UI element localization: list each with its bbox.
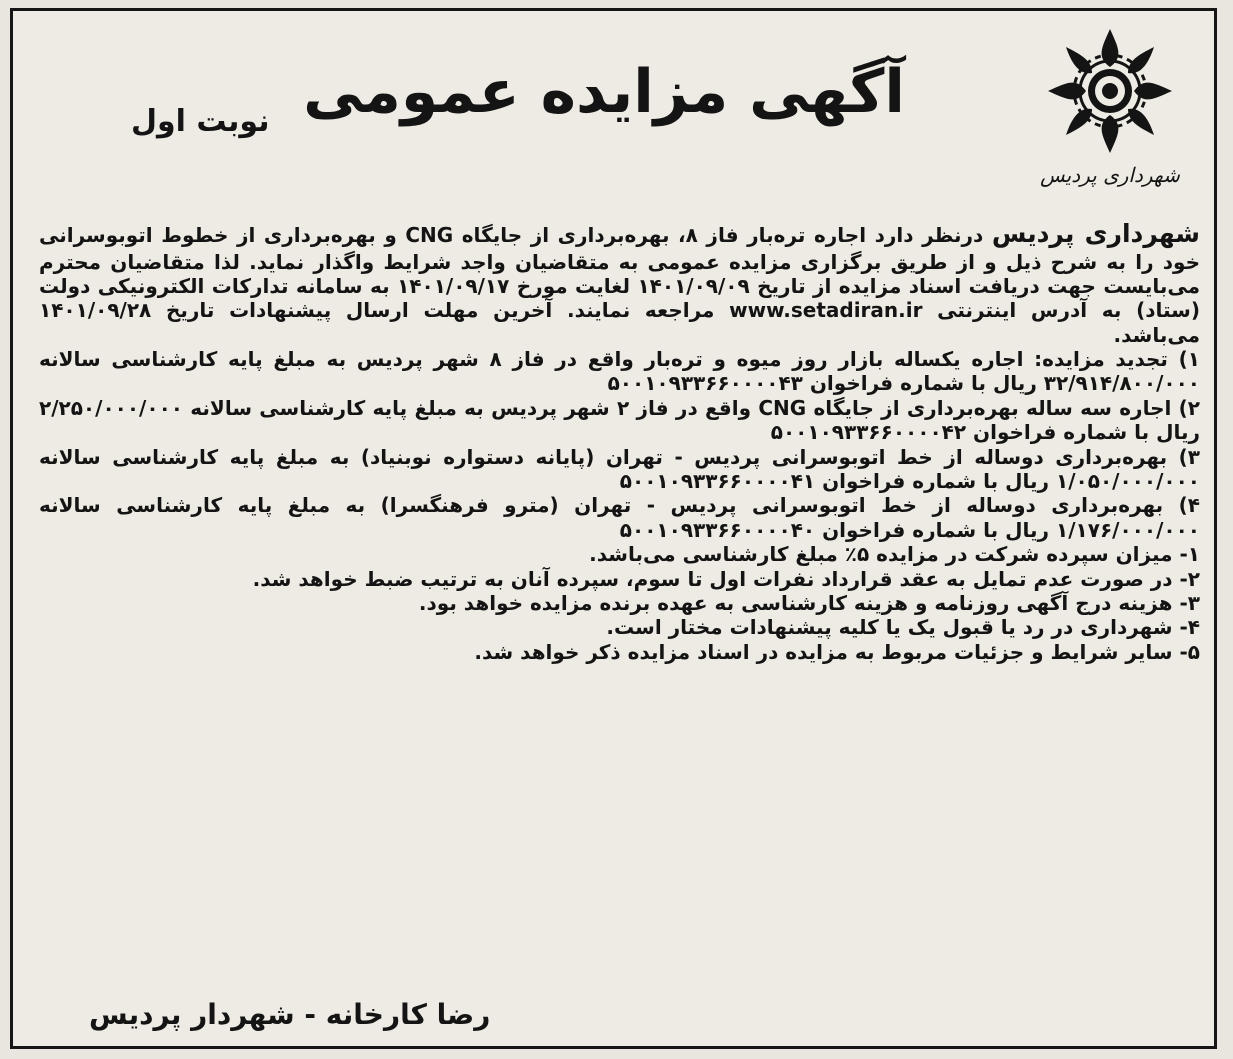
auction-item: ۴) بهره‌برداری دوساله از خط اتوبوسرانی پردیس - تهران (مترو فرهنگسرا) به مبلغ پایه کارشناسی سالانه ۱/۱۷۶/۰۰۰/۰۰۰ ریال با شماره فراخوان ۵۰۰۱۰۹۳۳۶۶۰۰۰۰۴۰ [39,493,1200,542]
intro-text: درنظر دارد اجاره تره‌بار فاز ۸، بهره‌برداری از جایگاه CNG و بهره‌برداری از خطوط اتوبوسرانی خود را به شرح ذیل و از طریق برگزاری مزایده عمومی به متقاضیان واجد شرایط واگذار نماید. لذا متقاضیان محترم می‌بایست جهت دریافت اسناد مزایده از تاریخ ۱۴۰۱/۰۹/۰۹ لغایت مورخ ۱۴۰۱/۰۹/۱۷ به سامانه تدارکات الکترونیکی دولت (ستاد) به آدرس اینترنتی www.setadiran.ir مراجعه نمایند. آخرین مهلت ارسال پیشنهادات تاریخ ۱۴۰۱/۰۹/۲۸ می‌باشد. [39,223,1201,347]
auction-item: ۲) اجاره سه ساله بهره‌برداری از جایگاه CNG واقع در فاز ۲ شهر پردیس به مبلغ پایه کارشناسی سالانه ۲/۲۵۰/۰۰۰/۰۰۰ ریال با شماره فراخوان ۵۰۰۱۰۹۳۳۶۶۰۰۰۰۴۲ [39,395,1201,445]
announcement-body [39,219,1200,664]
signature: رضا کارخانه - شهردار پردیس [89,998,491,1031]
auction-item: ۳) بهره‌برداری دوساله از خط اتوبوسرانی پردیس - تهران (پایانه دستواره نوبنیاد) به مبلغ پایه کارشناسی سالانه ۱/۰۵۰/۰۰۰/۰۰۰ ریال با شماره فراخوان ۵۰۰۱۰۹۳۳۶۶۰۰۰۰۴۱ [39,444,1200,494]
intro-lead: شهرداری پردیس [991,219,1200,248]
publication-round: نوبت اول [131,104,270,139]
municipality-logo [1040,29,1180,199]
logo-caption: شهرداری پردیس [1040,163,1180,187]
condition-item: ۵- سایر شرایط و جزئیات مربوط به مزایده در اسناد مزایده ذکر خواهد شد. [474,639,1200,664]
municipality-emblem-icon [1040,29,1180,159]
announcement-sheet [10,8,1217,1049]
condition-item: ۴- شهرداری در رد یا قبول یک یا کلیه پیشنهادات مختار است. [606,615,1200,640]
condition-item: ۲- در صورت عدم تمایل به عقد قرارداد نفرات اول تا سوم، سپرده آنان به ترتیب ضبط خواهد شد. [252,566,1200,591]
condition-item: ۳- هزینه درج آگهی روزنامه و هزینه کارشناسی به عهده برنده مزایده خواهد بود. [418,590,1200,615]
announcement-header [13,11,1214,211]
conditions-list [39,542,1200,664]
intro-paragraph [39,219,1200,347]
auction-item: ۱) تجدید مزایده: اجاره یکساله بازار روز میوه و تره‌بار واقع در فاز ۸ شهر پردیس به مبلغ پایه کارشناسی سالانه ۳۲/۹۱۴/۸۰۰/۰۰۰ ریال با شماره فراخوان ۵۰۰۱۰۹۳۳۶۶۰۰۰۰۴۳ [39,347,1201,396]
auction-items-list [39,347,1200,542]
condition-item: ۱- میزان سپرده شرکت در مزایده ۵٪ مبلغ کارشناسی می‌باشد. [589,542,1200,567]
page-title: آگهی مزایده عمومی [303,57,905,127]
